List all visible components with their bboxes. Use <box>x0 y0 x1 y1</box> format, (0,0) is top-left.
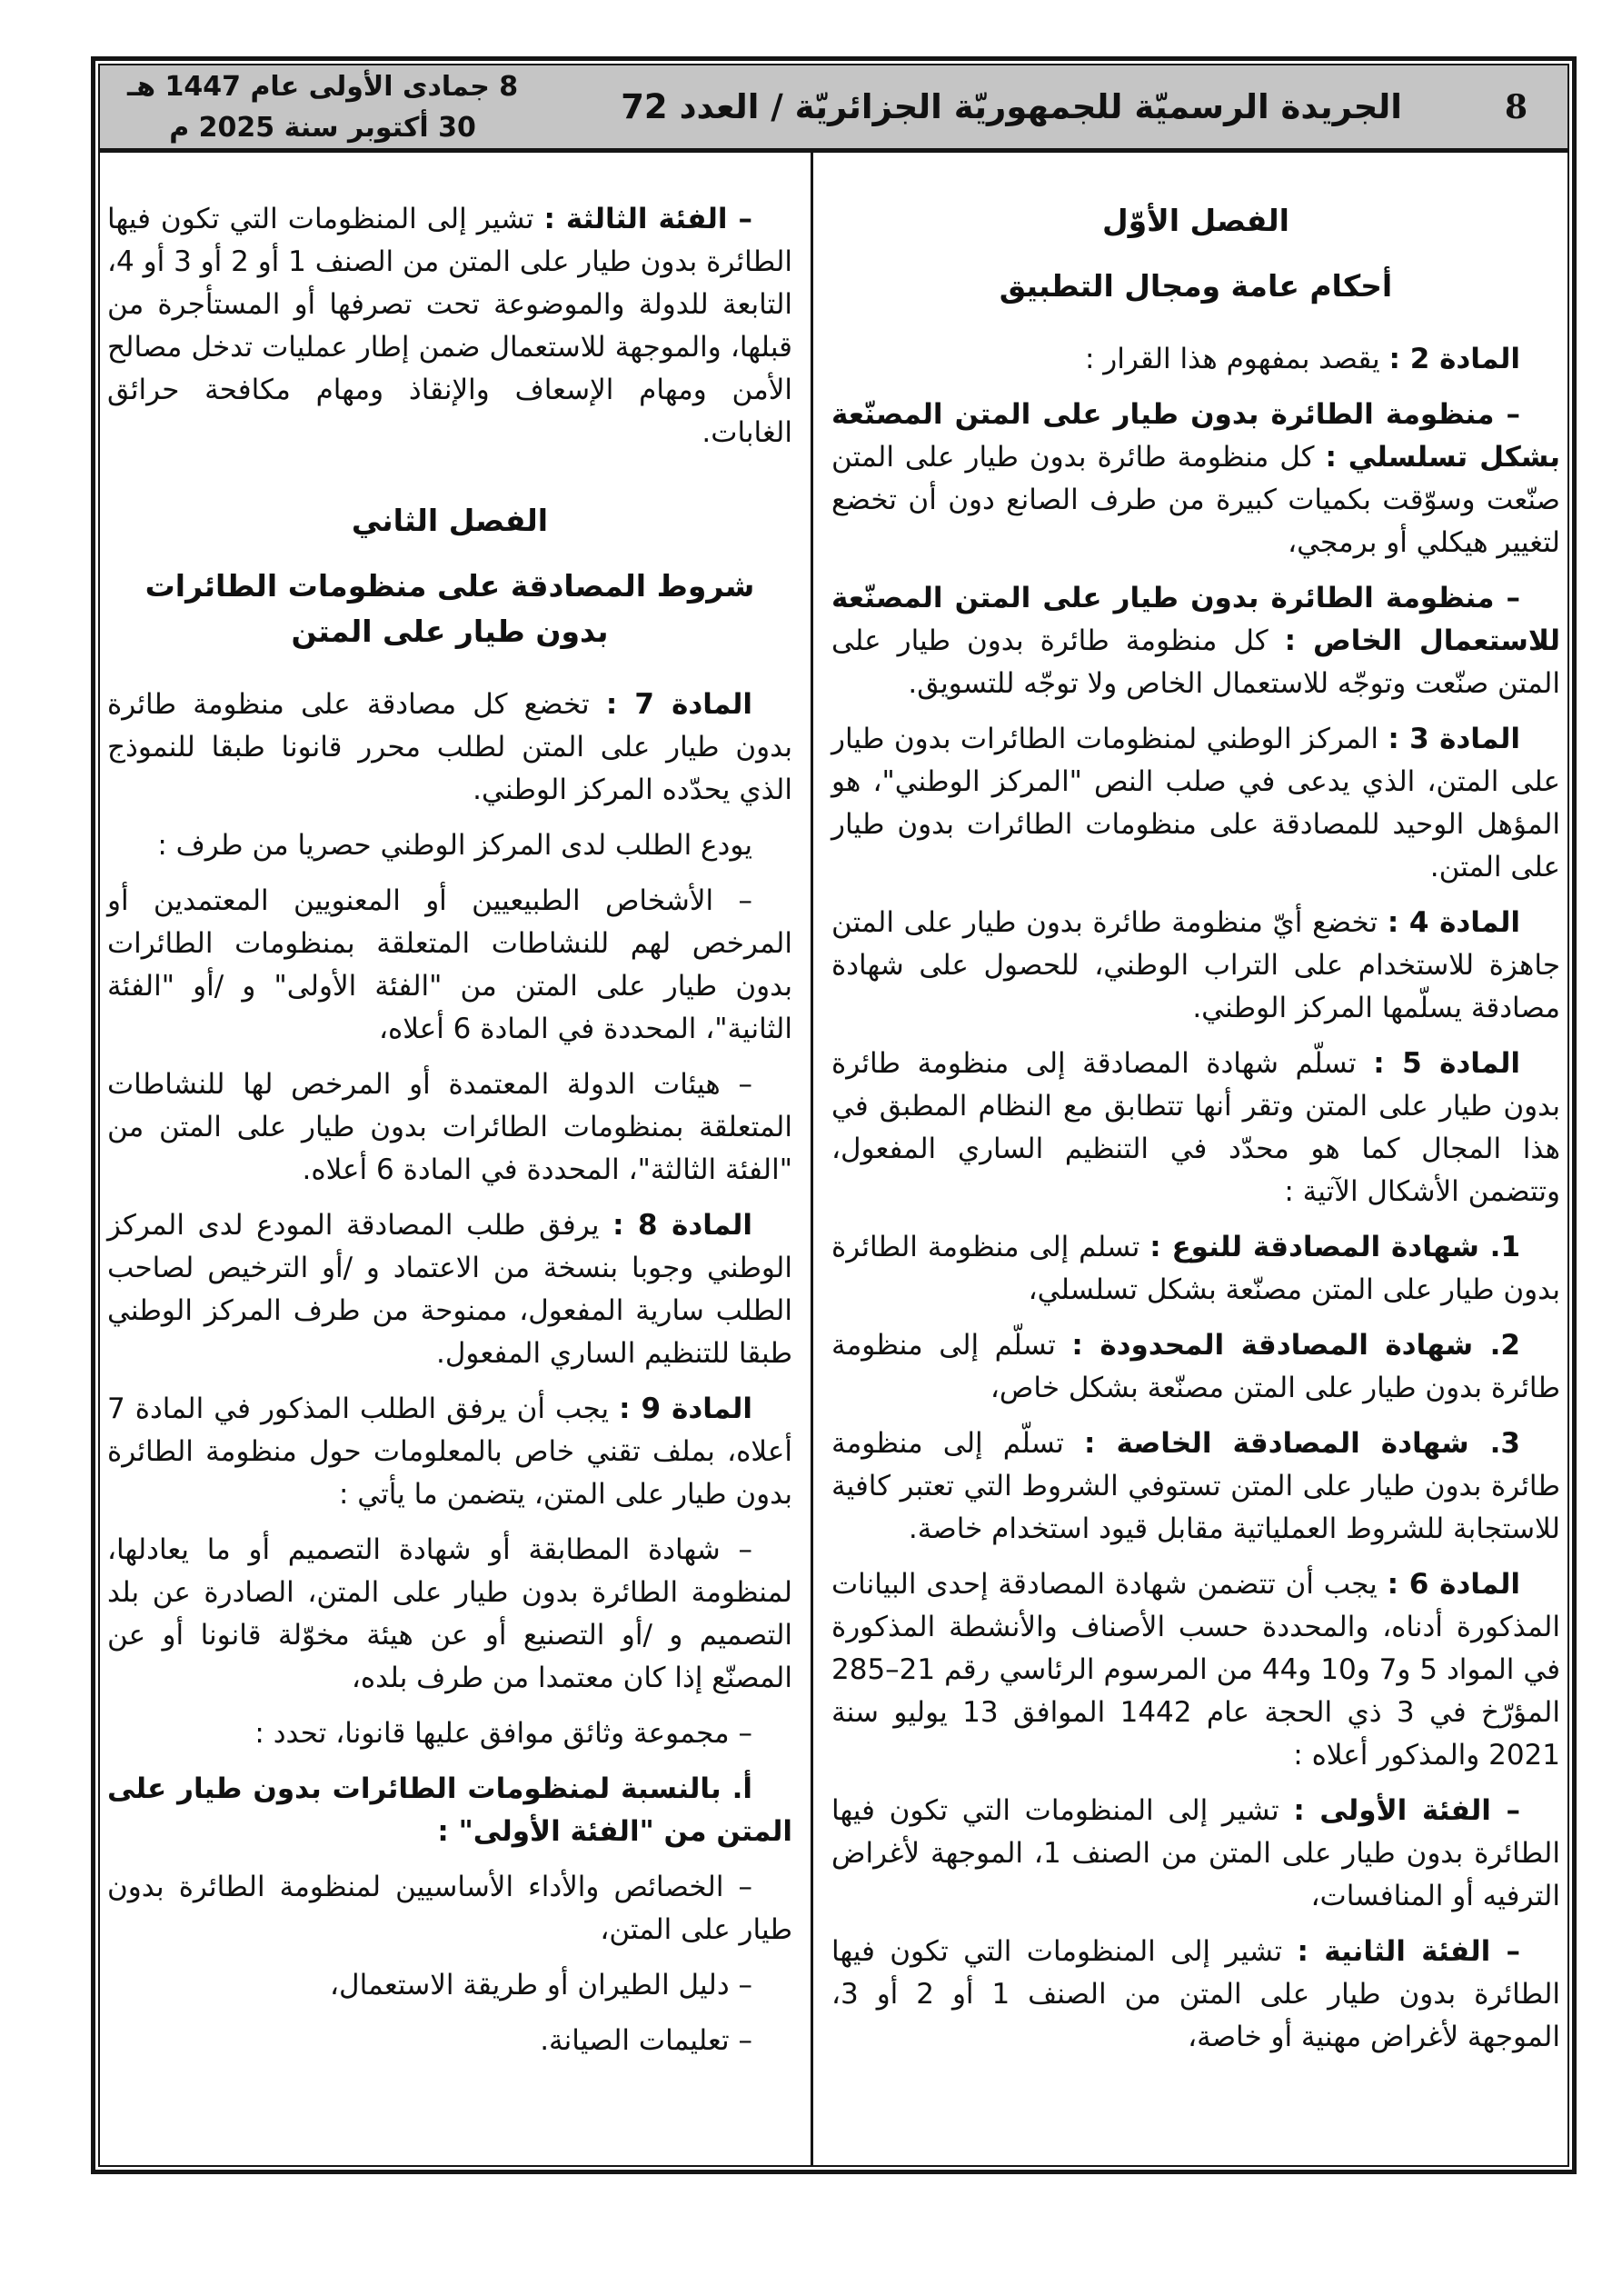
paragraph: يودع الطلب لدى المركز الوطني حصريا من طرف : <box>157 829 752 862</box>
paragraph-text: تسلّم شهادة المصادقة إلى منظومة طائرة بدون طيار على المتن وتقر أنها تتطابق مع النظام المطبق في هذا المجال كما هو محدّد في التنظيم الساري المفعول، وتتضمن الأشكال الآتية : <box>831 1047 1560 1208</box>
paragraph <box>107 1204 792 1375</box>
paragraph: – الخصائص والأداء الأساسيين لمنظومة الطائرة بدون طيار على المتن، <box>107 1871 792 1946</box>
chapter-heading: الفصل الثاني <box>351 503 549 538</box>
paragraph-text: تسلّم إلى منظومة طائرة بدون طيار على المتن تستوفي الشروط التي تعتبر كافية للاستجابة للشروط العملياتية مقابل قيود استخدام خاصة. <box>831 1427 1560 1545</box>
paragraph-lead: 2. شهادة المصادقة المحدودة : <box>1071 1329 1520 1362</box>
paragraph-lead: المادة 5 : <box>1373 1047 1520 1080</box>
paragraph-lead: المادة 9 : <box>619 1393 752 1425</box>
column-left <box>100 153 811 2165</box>
date-hijri: 8 جمادى الأولى عام 1447 هـ <box>127 70 519 103</box>
paragraph <box>107 198 792 454</box>
paragraph: – مجموعة وثائق موافق عليها قانونا، تحدد : <box>254 1717 752 1750</box>
column-divider <box>811 153 813 2165</box>
paragraph-text: كل منظومة طائرة بدون طيار على المتن صنّعت وسوّقت بكميات كبيرة من طرف الصانع دون أن تخضع لتغيير هيكلي أو برمجي، <box>831 441 1560 559</box>
paragraph-text: تشير إلى المنظومات التي تكون فيها الطائرة بدون طيار على المتن من الصنف 1 أو 2 أو 3 أو 4، التابعة للدولة والموضوعة تحت تصرفها أو المستأجرة من قبلها، والموجهة للاستعمال ضمن إطار عمليات تدخل مصالح الأمن ومهام الإسعاف والإنقاذ ومهام مكافحة حرائق الغابات. <box>107 203 793 449</box>
paragraph-text: تخضع كل مصادقة على منظومة طائرة بدون طيار على المتن لطلب محرر قانونا طبقا للنموذج الذي يحدّده المركز الوطني. <box>107 688 792 806</box>
paragraph <box>831 1324 1560 1410</box>
paragraph-bold: أ. بالنسبة لمنظومات الطائرات بدون طيار على المتن من "الفئة الأولى" : <box>107 1772 792 1848</box>
section-heading: أحكام عامة ومجال التطبيق <box>999 268 1393 304</box>
paragraph <box>831 1563 1560 1777</box>
paragraph <box>831 1423 1560 1551</box>
paragraph-lead: 3. شهادة المصادقة الخاصة : <box>1084 1427 1520 1460</box>
page-number: 8 <box>1504 87 1527 126</box>
paragraph: – شهادة المطابقة أو شهادة التصميم أو ما يعادلها، لمنظومة الطائرة بدون طيار على المتن، الصادرة عن بلد التصميم و /أو التصنيع أو عن هيئة مخوّلة قانونا أو عن المصنّع إذا كان معتمدا من طرف بلده، <box>107 1533 792 1694</box>
column-right <box>813 153 1567 2165</box>
paragraph-text: كل منظومة طائرة بدون طيار على المتن صنّعت وتوجّه للاستعمال الخاص ولا توجّه للتسويق. <box>831 624 1560 700</box>
paragraph-text: يجب أن يرفق الطلب المذكور في المادة 7 أعلاه، بملف تقني خاص بالمعلومات حول منظومة الطائرة بدون طيار على المتن، يتضمن ما يأتي : <box>107 1393 792 1511</box>
paragraph <box>831 394 1560 564</box>
page-body <box>100 153 1567 2165</box>
paragraph <box>107 1388 792 1516</box>
paragraph <box>831 718 1560 889</box>
paragraph-text: تسلم إلى منظومة الطائرة بدون طيار على المتن مصنّعة بشكل تسلسلي، <box>831 1231 1560 1306</box>
paragraph-text: يرفق طلب المصادقة المودع لدى المركز الوطني وجوبا بنسخة من الاعتماد و /أو الترخيص لصاحب الطلب سارية المفعول، ممنوحة من طرف المركز الوطني طبقا للتنظيم الساري المفعول. <box>107 1209 792 1370</box>
paragraph-lead: المادة 2 : <box>1388 343 1520 375</box>
section-heading: شروط المصادقة على منظومات الطائرات بدون طيار على المتن <box>144 568 755 649</box>
date-gregorian: 30 أكتوبر سنة 2025 م <box>169 111 476 144</box>
paragraph <box>831 338 1560 381</box>
document-frame <box>91 56 1577 2174</box>
paragraph: – الأشخاص الطبيعيين أو المعنويين المعتمدين أو المرخص لهم للنشاطات المتعلقة بمنظومات الطائرات بدون طيار على المتن من "الفئة الأولى" و /أو "الفئة الثانية"، المحددة في المادة 6 أعلاه، <box>107 884 792 1045</box>
paragraph-lead: – الفئة الثالثة : <box>543 203 752 235</box>
paragraph-text: يجب أن تتضمن شهادة المصادقة إحدى البيانات المذكورة أدناه، والمحددة حسب الأصناف والأنشطة المذكورة في المواد 5 و7 و10 و44 من المرسوم الرئاسي رقم 21–285 المؤرّخ في 3 ذي الحجة عام 1442 الموافق 13 يوليو سنة 2021 والمذكور أعلاه : <box>831 1568 1561 1772</box>
paragraph-text: تخضع أيّ منظومة طائرة بدون طيار على المتن جاهزة للاستخدام على التراب الوطني، للحصول على شهادة مصادقة يسلّمها المركز الوطني. <box>831 906 1560 1024</box>
paragraph-lead: المادة 8 : <box>612 1209 752 1242</box>
paragraph <box>831 1043 1560 1213</box>
issue-dates <box>100 66 527 148</box>
journal-title: الجريدة الرسميّة للجمهوريّة الجزائريّة / العدد 72 <box>621 87 1402 126</box>
paragraph-text: المركز الوطني لمنظومات الطائرات بدون طيار على المتن، الذي يدعى في صلب النص "المركز الوطني"، هو المؤهل الوحيد للمصادقة على منظومات الطائرات بدون طيار على المتن. <box>831 723 1560 883</box>
paragraph <box>107 684 792 812</box>
paragraph <box>831 577 1560 705</box>
paragraph-text: يقصد بمفهوم هذا القرار : <box>1084 343 1380 375</box>
paragraph-lead: المادة 3 : <box>1388 723 1520 755</box>
paragraph-lead: – منظومة الطائرة بدون طيار على المتن المصنّعة بشكل تسلسلي : <box>831 398 1560 474</box>
paragraph: – هيئات الدولة المعتمدة أو المرخص لها للنشاطات المتعلقة بمنظومات الطائرات بدون طيار على المتن من "الفئة الثالثة"، المحددة في المادة 6 أعلاه. <box>107 1068 792 1186</box>
paragraph-text: تشير إلى المنظومات التي تكون فيها الطائرة بدون طيار على المتن من الصنف 1 أو 2 أو 3، الموجهة لأغراض مهنية أو خاصة، <box>831 1935 1560 2053</box>
paragraph-lead: المادة 6 : <box>1387 1568 1520 1601</box>
paragraph-text: تسلّم إلى منظومة طائرة بدون طيار على المتن مصنّعة بشكل خاص، <box>831 1329 1560 1404</box>
paragraph-lead: – الفئة الأولى : <box>1293 1794 1521 1827</box>
paragraph <box>831 1790 1560 1918</box>
paragraph-lead: 1. شهادة المصادقة للنوع : <box>1149 1231 1521 1263</box>
paragraph-lead: المادة 4 : <box>1387 906 1520 939</box>
paragraph-lead: المادة 7 : <box>605 688 752 721</box>
paragraph-lead: – منظومة الطائرة بدون طيار على المتن المصنّعة للاستعمال الخاص : <box>831 582 1560 657</box>
paragraph <box>831 1226 1560 1312</box>
paragraph <box>831 1931 1560 2059</box>
paragraph-lead: – الفئة الثانية : <box>1297 1935 1521 1968</box>
masthead <box>100 65 1567 153</box>
paragraph: – تعليمات الصيانة. <box>540 2024 752 2057</box>
paragraph-text: تشير إلى المنظومات التي تكون فيها الطائرة بدون طيار على المتن من الصنف 1، الموجهة لأغراض الترفيه أو المنافسات، <box>831 1794 1560 1912</box>
paragraph <box>831 902 1560 1030</box>
paragraph: – دليل الطيران أو طريقة الاستعمال، <box>330 1969 752 2002</box>
document-frame-inner <box>98 64 1569 2167</box>
chapter-heading: الفصل الأوّل <box>1102 203 1289 238</box>
